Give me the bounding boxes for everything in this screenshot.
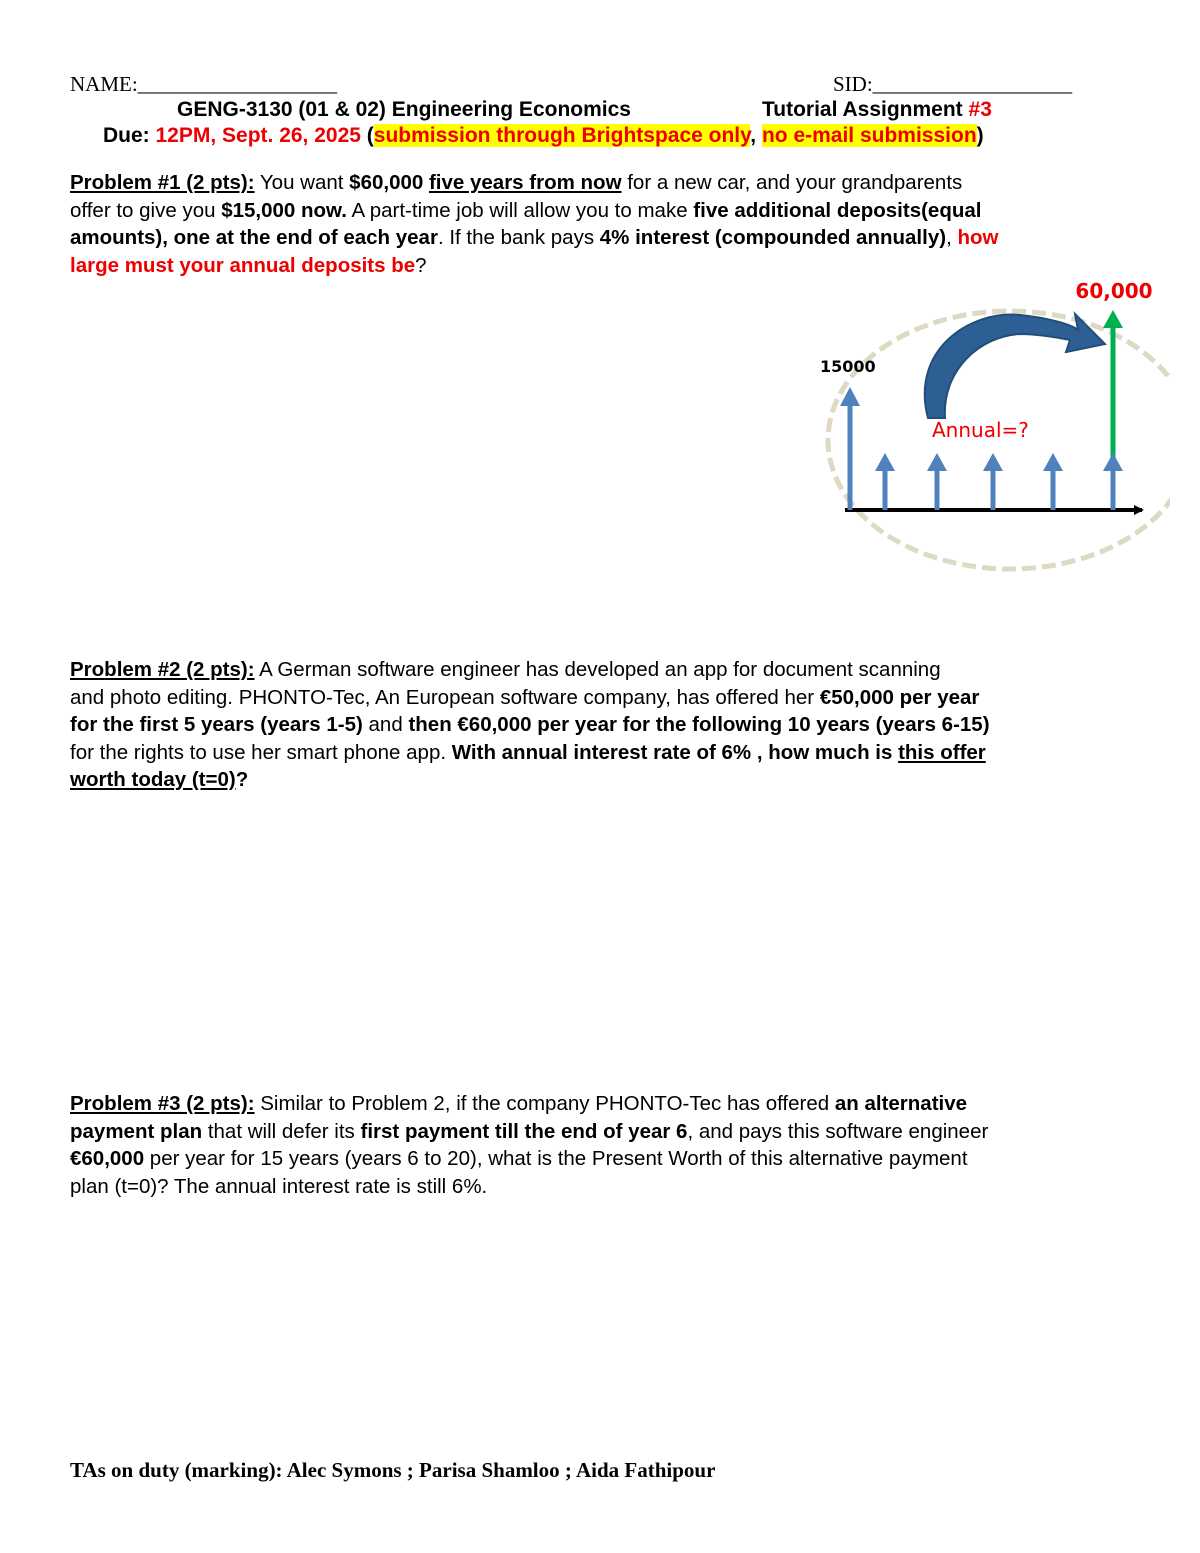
p3-deferral: first payment till the end of year 6 (360, 1119, 688, 1143)
comma: , (750, 124, 757, 147)
p3-text: that will defer its (202, 1119, 361, 1143)
annual-label: Annual=? (932, 418, 1029, 442)
problem-1 (70, 169, 1132, 279)
p3-amount: €60,000 (70, 1147, 145, 1170)
deposit-arrow-1 (875, 453, 895, 510)
cash-flow-diagram (770, 270, 1170, 580)
p1-text: You want (254, 171, 350, 194)
p1-question: how (957, 226, 999, 249)
tutorial-prefix: Tutorial Assignment (762, 98, 969, 121)
due-line (103, 124, 984, 148)
p1-deposits: five additional deposits(equal (693, 198, 982, 222)
present-value-label: 15000 (820, 357, 876, 376)
open-paren: ( (360, 124, 374, 147)
tutorial-number: #3 (968, 98, 992, 121)
p1-present-amount: $15,000 now. (221, 198, 347, 222)
tutorial-title (762, 98, 992, 122)
p2-line-5 (70, 766, 1132, 794)
p1-text: A part-time job will allow you to make (346, 198, 694, 222)
deposit-arrow-3 (983, 453, 1003, 510)
p2-question-mark: ? (235, 768, 249, 791)
p2-text: A German software engineer has developed an app for document scanning (254, 658, 941, 681)
future-value-label: 60,000 (1075, 279, 1153, 303)
deposit-arrow-4 (1043, 453, 1063, 510)
p3-text: plan (t=0)? The annual interest rate is still 6%. (70, 1174, 488, 1198)
p2-period-1: for the first 5 years (years 1-5) (70, 713, 363, 736)
p3-line-1 (70, 1090, 1132, 1118)
p2-label: Problem #2 (2 pts): (70, 658, 255, 681)
p3-line-4 (70, 1173, 1132, 1201)
close-paren: ) (976, 124, 984, 147)
due-date: 12PM, Sept. 26, 2025 (155, 124, 361, 147)
p1-text: for a new car, and your grandparents (621, 171, 963, 194)
p2-question-underlined: this offer (898, 740, 986, 764)
p1-line-2 (70, 197, 1132, 225)
deposit-arrow-2 (927, 453, 947, 510)
p2-line-4 (70, 739, 1132, 767)
p2-line-1 (70, 656, 1132, 684)
p2-line-2 (70, 684, 1132, 712)
p1-deposits-cont: amounts), one at the end of each year (70, 226, 438, 249)
p1-line-3 (70, 224, 1132, 252)
name-label: NAME:___________________ (70, 72, 338, 96)
p1-text: ? (415, 253, 427, 277)
p1-future-amount: $60,000 (349, 171, 424, 194)
problem-3 (70, 1090, 1132, 1200)
p2-question: With annual interest rate of 6% , how much is (451, 740, 899, 764)
p3-text: Similar to Problem 2, if the company PHONTO-Tec has offered (254, 1092, 835, 1115)
due-label: Due: (103, 124, 156, 147)
p3-line-2 (70, 1118, 1132, 1146)
problem-2 (70, 656, 1132, 794)
p1-time: five years from now (428, 171, 622, 194)
present-value-arrow (840, 387, 860, 510)
p3-plan: an alternative (834, 1092, 968, 1115)
p2-period-2: then €60,000 per year for the following 10 years (years 6-15) (408, 713, 990, 736)
sid-label: SID:___________________ (833, 72, 1073, 96)
tas-on-duty: TAs on duty (marking): Alec Symons ; Parisa Shamloo ; Aida Fathipour (70, 1458, 716, 1482)
p2-line-3 (70, 711, 1132, 739)
name-field (70, 72, 337, 97)
submission-note: submission through Brightspace only (373, 124, 751, 147)
p3-text: per year for 15 years (years 6 to 20), what is the Present Worth of this alternative payment (144, 1147, 968, 1170)
curved-arrow (925, 314, 1105, 418)
p1-interest: 4% interest (compounded annually) (599, 226, 947, 249)
p2-question-underlined: worth today (t=0) (70, 768, 236, 791)
sid-field (833, 72, 1072, 97)
p2-text: and photo editing. PHONTO-Tec, An European software company, has offered her (70, 685, 820, 709)
p2-text: and (362, 713, 409, 736)
p1-line-1 (70, 169, 1132, 197)
p3-text: , and pays this software engineer (687, 1119, 989, 1143)
p1-label: Problem #1 (2 pts): (70, 171, 255, 194)
p1-text: offer to give you (70, 198, 222, 222)
course-title: GENG-3130 (01 & 02) Engineering Economics (177, 98, 631, 121)
p2-text: for the rights to use her smart phone app. (70, 740, 452, 764)
deposit-arrow-5 (1103, 453, 1123, 510)
p3-label: Problem #3 (2 pts): (70, 1092, 255, 1115)
p3-plan-cont: payment plan (70, 1119, 203, 1143)
p2-amount-1: €50,000 per year (819, 685, 980, 709)
p3-line-3 (70, 1145, 1132, 1173)
p1-text: , (946, 226, 958, 249)
p1-text: . If the bank pays (437, 226, 600, 249)
p1-question-cont: large must your annual deposits be (70, 253, 416, 277)
no-email-note: no e-mail submission (761, 124, 977, 147)
